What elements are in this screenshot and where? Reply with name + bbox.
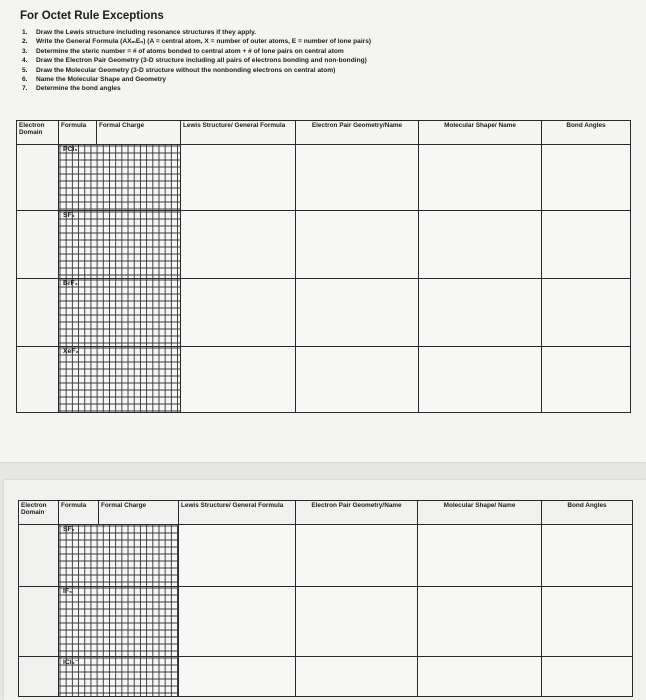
worksheet-table-1 [16,120,631,413]
formula-charge-cell[interactable] [59,657,179,697]
electron-pair-geometry-cell[interactable] [296,145,419,211]
lewis-structure-cell[interactable] [181,347,296,413]
molecule-formula: BrF₃ [63,280,78,287]
bond-angles-cell[interactable] [542,279,631,347]
header-lewis-structure: Lewis Structure/ General Formula [179,501,296,525]
lewis-structure-cell[interactable] [179,587,296,657]
header-formal-charge: Formal Charge [97,121,181,145]
instruction-item: 5. Draw the Molecular Geometry (3-D structure without the nonbonding electrons on central atom) [22,66,336,74]
electron-domain-cell[interactable] [17,347,59,413]
lewis-structure-cell[interactable] [181,279,296,347]
bond-angles-cell[interactable] [542,587,633,657]
formula-charge-cell[interactable] [59,347,181,413]
header-electron-domain: Electron Domain [19,501,59,525]
bond-angles-cell[interactable] [542,525,633,587]
molecule-formula: SF₆ [63,526,75,533]
molecule-formula: ICl₄⁻ [63,659,79,666]
electron-pair-geometry-cell[interactable] [296,657,418,697]
molecular-shape-cell[interactable] [419,279,542,347]
electron-domain-cell[interactable] [17,211,59,279]
header-formula: Formula [59,121,97,145]
bond-angles-cell[interactable] [542,145,631,211]
lewis-structure-cell[interactable] [179,525,296,587]
instruction-item: 3. Determine the steric number = # of atoms bonded to central atom + # of lone pairs on central atom [22,47,344,55]
electron-domain-cell[interactable] [19,525,59,587]
electron-pair-geometry-cell[interactable] [296,587,418,657]
worksheet-page-bottom [4,480,646,700]
worksheet-title: For Octet Rule Exceptions [20,10,164,22]
bond-angles-cell[interactable] [542,347,631,413]
lewis-structure-cell[interactable] [181,211,296,279]
table-row [19,587,633,657]
header-electron-domain: Electron Domain [17,121,59,145]
bond-angles-cell[interactable] [542,211,631,279]
instruction-item: 2. Write the General Formula (AXₘEₙ) (A = central atom, X = number of outer atoms, E = number of lone pairs) [22,38,372,46]
header-molecular-shape: Molecular Shape/ Name [418,501,542,525]
electron-domain-cell[interactable] [19,587,59,657]
header-lewis-structure: Lewis Structure/ General Formula [181,121,296,145]
header-formal-charge: Formal Charge [99,501,179,525]
formula-charge-cell[interactable] [59,279,181,347]
worksheet-table-2 [18,500,633,697]
instruction-item: 6. Name the Molecular Shape and Geometry [22,76,167,84]
electron-pair-geometry-cell[interactable] [296,347,419,413]
formula-charge-cell[interactable] [59,587,179,657]
electron-domain-cell[interactable] [17,279,59,347]
header-bond-angles: Bond Angles [542,121,631,145]
header-bond-angles: Bond Angles [542,501,633,525]
molecular-shape-cell[interactable] [419,211,542,279]
table-row [19,657,633,697]
table-header-row [17,121,631,145]
electron-pair-geometry-cell[interactable] [296,525,418,587]
bond-angles-cell[interactable] [542,657,633,697]
instructions-list [22,28,371,94]
molecular-shape-cell[interactable] [418,657,542,697]
lewis-structure-cell[interactable] [181,145,296,211]
molecule-formula: IF₅ [63,588,73,595]
instruction-item: 1. Draw the Lewis structure including resonance structures if they apply. [22,29,257,36]
formula-charge-cell[interactable] [59,145,181,211]
molecule-formula: PCl₅ [63,146,78,153]
formula-charge-cell[interactable] [59,525,179,587]
table-row [19,525,633,587]
table-row [17,145,631,211]
molecule-formula: XeF₂ [63,348,79,355]
table-row [17,279,631,347]
formula-charge-cell[interactable] [59,211,181,279]
instruction-item: 7. Determine the bond angles [22,85,121,93]
molecular-shape-cell[interactable] [418,587,542,657]
molecular-shape-cell[interactable] [418,525,542,587]
header-electron-pair-geometry: Electron Pair Geometry/Name [296,121,419,145]
electron-domain-cell[interactable] [19,657,59,697]
molecule-formula: SF₄ [63,212,75,219]
table-header-row [19,501,633,525]
electron-pair-geometry-cell[interactable] [296,211,419,279]
header-electron-pair-geometry: Electron Pair Geometry/Name [296,501,418,525]
table-row [17,347,631,413]
molecular-shape-cell[interactable] [419,145,542,211]
electron-domain-cell[interactable] [17,145,59,211]
instruction-item: 4. Draw the Electron Pair Geometry (3-D structure including all pairs of electrons bonding and non-bonding) [22,57,367,65]
electron-pair-geometry-cell[interactable] [296,279,419,347]
molecular-shape-cell[interactable] [419,347,542,413]
header-formula: Formula [59,501,99,525]
table-row [17,211,631,279]
header-molecular-shape: Molecular Shape/ Name [419,121,542,145]
lewis-structure-cell[interactable] [179,657,296,697]
